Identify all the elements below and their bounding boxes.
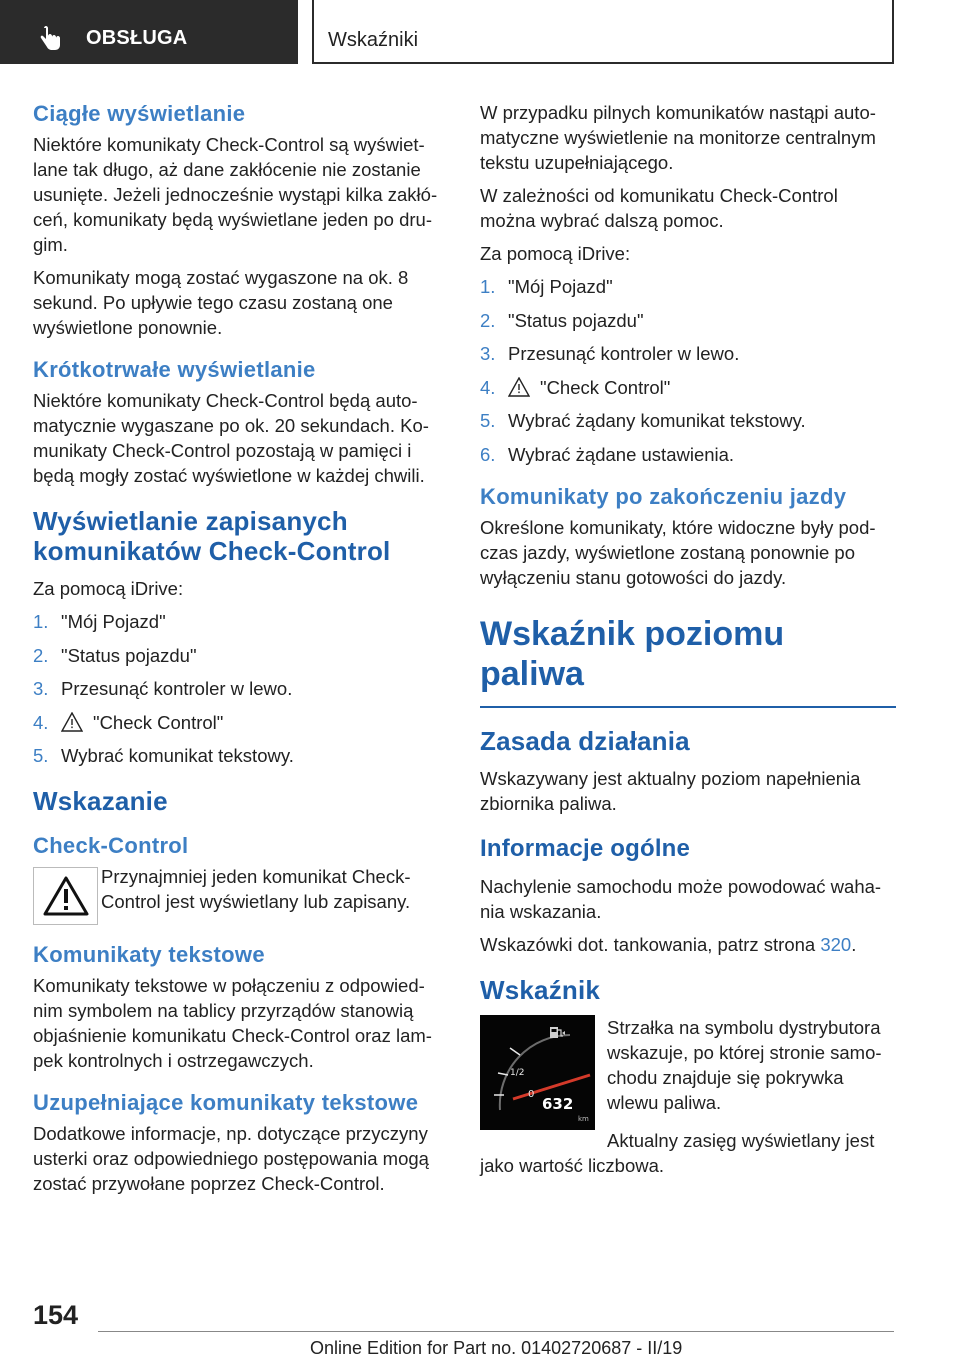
paragraph: Strzałka na symbolu dystrybutora wskazuje, po której stronie samo-chodu znajduje się pokrywka wlewu paliwa. [607, 1016, 882, 1113]
check-control-note [33, 864, 445, 925]
heading-ciagle: Ciągłe wyświetlanie [33, 101, 246, 126]
footer-divider [98, 1331, 894, 1332]
warning-triangle-icon [43, 876, 89, 916]
paragraph: W przypadku pilnych komunikatów nastąpi auto-matyczne wyświetlenie na monitorze centralnym tekstu uzupełniającego. [480, 102, 876, 173]
hand-pointer-icon [38, 26, 64, 52]
svg-text:0: 0 [528, 1088, 535, 1100]
list-item: 6. Wybrać żądane ustawienia. [480, 443, 735, 465]
paragraph: Wskazówki dot. tankowania, patrz strona 320. [480, 933, 857, 955]
list-item: 1. "Mój Pojazd" [480, 276, 613, 297]
paragraph: Komunikaty mogą zostać wygaszone na ok. 8 sekund. Po upływie tego czasu zostaną one wyświetlone ponownie. [33, 267, 409, 338]
svg-text:632: 632 [542, 1094, 574, 1113]
svg-text:1/2: 1/2 [510, 1067, 525, 1078]
paragraph: W zależności od komunikatu Check-Control można wybrać dalszą pomoc. [480, 185, 838, 231]
heading-wskaznik: Wskaźnik [480, 974, 601, 1005]
heading-zapisane: Wyświetlanie zapisanych komunikatów Check-Control [33, 506, 391, 566]
paragraph: Przynajmniej jeden komunikat Check-Control jest wyświetlany lub zapisany. [101, 866, 411, 912]
list-item: 2. "Status pojazdu" [480, 309, 644, 331]
list-item: 5. Wybrać komunikat tekstowy. [33, 745, 294, 766]
warning-triangle-icon [61, 712, 83, 732]
chapter-header [312, 0, 894, 64]
warning-triangle-icon [508, 377, 530, 397]
paragraph: Dodatkowe informacje, np. dotyczące przyczyny usterki oraz odpowiedniego postępowania mogą zostać przywołane poprzez Check-Control. [33, 1123, 429, 1194]
heading-fuel-gauge: Wskaźnik poziomu paliwa [480, 614, 896, 708]
list-item: 5. Wybrać żądany komunikat tekstowy. [480, 410, 806, 431]
warning-symbol-box [33, 867, 98, 925]
heading-uzupelniajace: Uzupełniające komunikaty tekstowe [33, 1090, 419, 1115]
list-item: 3. Przesunąć kontroler w lewo. [33, 678, 293, 699]
gauge-text [607, 1015, 896, 1123]
steps-list [33, 609, 445, 768]
paragraph: Niektóre komunikaty Check-Control będą auto-matycznie wygaszane po ok. 20 sekundach. Ko-munikaty Check-Control pozostają w pamięci i będą mogły zostać wyświetlone w każdej chwili. [33, 390, 429, 486]
steps-list [480, 274, 896, 467]
page-link[interactable]: 320 [820, 933, 852, 955]
paragraph: Nachylenie samochodu może powodować waha-nia wskazania. [480, 875, 882, 922]
paragraph: Określone komunikaty, które widoczne były pod-czas jazdy, wyświetlone zostaną ponownie po wyłączeniu stanu gotowości do jazdy. [480, 516, 876, 588]
list-item: 2. "Status pojazdu" [33, 644, 197, 666]
heading-check-control: Check-Control [33, 833, 189, 858]
edition-footer: Online Edition for Part no. 01402720687 - II/19 [310, 1338, 683, 1358]
fuel-gauge-block [480, 1015, 896, 1130]
fuel-gauge-graphic [480, 1015, 595, 1130]
svg-text:km: km [578, 1114, 589, 1123]
paragraph: Za pomocą iDrive: [480, 243, 631, 264]
list-item: 4. "Check Control" [480, 376, 671, 398]
section-tab [0, 0, 298, 64]
paragraph: Wskazywany jest aktualny poziom napełnienia zbiornika paliwa. [480, 767, 861, 814]
right-column [480, 100, 896, 1186]
paragraph: Niektóre komunikaty Check-Control są wyświet-lane tak długo, aż dane zakłócenie nie zostanie usunięte. Jeżeli jednocześnie wystąpi kilka zakłó-ceń, komunikaty będą wyświetlane jeden po dru-gim. [33, 134, 438, 255]
page-number: 154 [33, 1300, 79, 1330]
section-label: OBSŁUGA [86, 27, 188, 49]
chapter-label: Wskaźniki [328, 29, 419, 51]
list-item: 4. "Check Control" [33, 711, 224, 733]
heading-krotkotrwale: Krótkotrwałe wyświetlanie [33, 357, 316, 382]
paragraph: Za pomocą iDrive: [33, 578, 184, 599]
list-item: 1. "Mój Pojazd" [33, 611, 166, 632]
list-item: 3. Przesunąć kontroler w lewo. [480, 343, 740, 364]
heading-tekstowe: Komunikaty tekstowe [33, 942, 265, 967]
heading-wskazanie: Wskazanie [33, 786, 168, 816]
heading-informacje: Informacje ogólne [480, 834, 691, 862]
heading-zasada: Zasada działania [480, 725, 690, 756]
paragraph: Komunikaty tekstowe w połączeniu z odpowied-nim symbolem na tablicy przyrządów stanowią objaśnienie komunikatu Check-Control oraz lam-pek kontrolnych i ostrzegawczych. [33, 975, 432, 1071]
left-column [33, 100, 445, 1204]
paragraph: Aktualny zasięg wyświetlany jest jako wartość liczbowa. [480, 1129, 875, 1176]
heading-po-jazdy: Komunikaty po zakończeniu jazdy [480, 483, 847, 509]
fuel-gauge-image [480, 1015, 595, 1130]
